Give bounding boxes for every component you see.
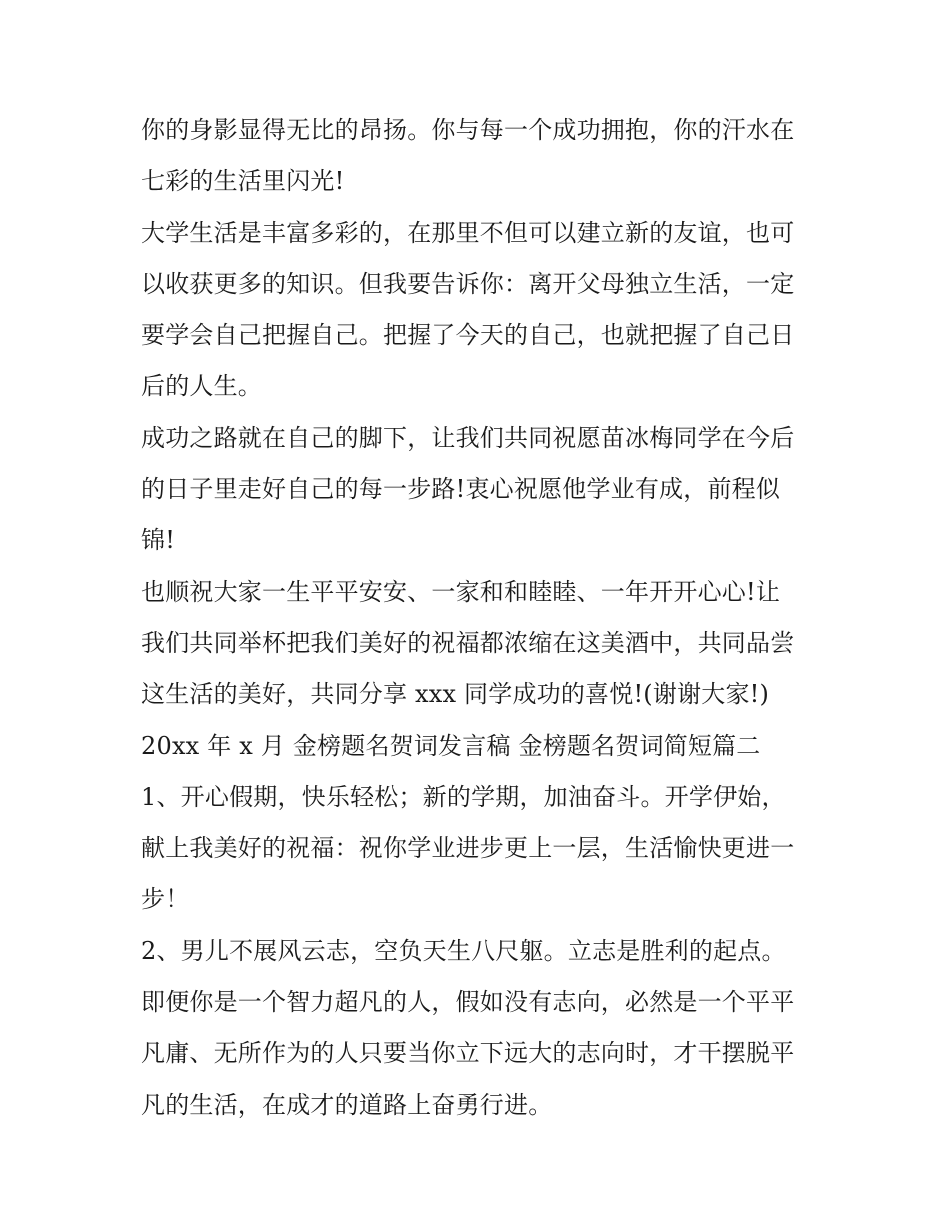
- text-line: 凡的生活，在成才的道路上奋勇行进。: [141, 1090, 553, 1119]
- document-body: [141, 105, 821, 1131]
- text-line: 你的身影显得无比的昂扬。你与每一个成功拥抱，你的汗水在: [141, 116, 795, 144]
- text-line: 的日子里走好自己的每一步路!衷心祝愿他学业有成，前程似: [141, 475, 781, 504]
- text-line: 1、开心假期，快乐轻松；新的学期，加油奋斗。开学伊始，: [141, 782, 786, 811]
- text-line: 也顺祝大家一生平平安安、一家和和睦睦、一年开开心心!让: [141, 577, 781, 606]
- text-line: 要学会自己把握自己。把握了今天的自己，也就把握了自己日: [141, 321, 795, 350]
- text-line: 献上我美好的祝福：祝你学业进步更上一层，生活愉快更进一: [141, 834, 795, 863]
- text-line: 锦!: [141, 526, 176, 555]
- text-line: 成功之路就在自己的脚下，让我们共同祝愿苗冰梅同学在今后: [141, 423, 795, 452]
- section-heading: 20xx 年 x 月 金榜题名贺词发言稿 金榜题名贺词简短篇二: [141, 731, 761, 760]
- text-line: 以收获更多的知识。但我要告诉你：离开父母独立生活，一定: [141, 269, 795, 298]
- text-line: 2、男儿不展风云志，空负天生八尺躯。立志是胜利的起点。: [141, 936, 786, 965]
- text-line: 步！: [141, 885, 190, 914]
- text-line: 后的人生。: [141, 372, 262, 401]
- text-line: 大学生活是丰富多彩的，在那里不但可以建立新的友谊，也可: [141, 218, 795, 247]
- text-line: 即便你是一个智力超凡的人，假如没有志向，必然是一个平平: [141, 988, 795, 1017]
- text-line: 凡庸、无所作为的人只要当你立下远大的志向时，才干摆脱平: [141, 1039, 795, 1068]
- text-line: 七彩的生活里闪光!: [141, 167, 345, 196]
- text-line: 这生活的美好，共同分享 xxx 同学成功的喜悦!(谢谢大家!): [141, 680, 770, 709]
- text-line: 我们共同举杯把我们美好的祝福都浓缩在这美酒中，共同品尝: [141, 628, 795, 657]
